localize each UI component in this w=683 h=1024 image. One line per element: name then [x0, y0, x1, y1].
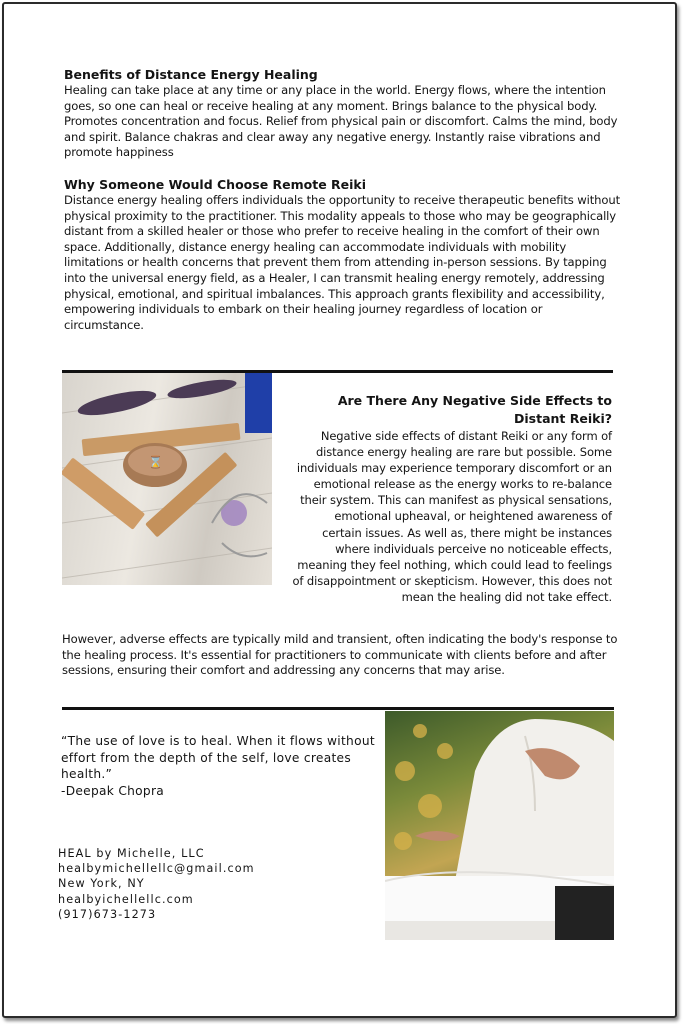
- adverse-effects-section: [62, 632, 618, 679]
- why-reiki-section: [64, 177, 620, 333]
- contact-email[interactable]: healbymichellellc@gmail.com: [58, 862, 255, 876]
- why-reiki-heading: Why Someone Would Choose Remote Reiki: [64, 177, 367, 192]
- reiki-crystals-photo: [62, 373, 272, 585]
- session-illustration: [385, 711, 614, 940]
- benefits-section: [64, 67, 620, 161]
- side-effects-section: [292, 392, 612, 605]
- reiki-session-photo: [385, 711, 614, 940]
- contact-location: New York, NY: [58, 877, 145, 891]
- divider-bottom: [62, 707, 614, 710]
- contact-website[interactable]: healbyichellellc.com: [58, 892, 194, 906]
- quote-text: “The use of love is to heal. When it flows without effort from the depth of the self, love creates health.”: [61, 734, 375, 781]
- side-effects-heading: Are There Any Negative Side Effects to Distant Reiki?: [337, 393, 612, 426]
- business-name: HEAL by Michelle, LLC: [58, 847, 205, 860]
- why-reiki-text: Distance energy healing offers individuals the opportunity to receive therapeutic benefits without physical proximity to the practitioner. This modality appeals to those who may be geographically distant from a skilled healer or those who prefer to receive healing in the comfort of their own space. Additionally, distance energy healing can accommodate individuals with mobility limitations or health concerns that prevent them from attending in-person sessions. By tapping into the universal energy field, as a Healer, I can transmit healing energy remotely, addressing physical, emotional, and spiritual imbalances. This approach grants flexibility and accessibility, empowering individuals to embark on their healing journey regardless of location or circumstance.: [64, 193, 621, 332]
- quote-block: [61, 733, 376, 799]
- adverse-effects-text: However, adverse effects are typically mild and transient, often indicating the body's response to the healing process. It's essential for practitioners to communicate with clients before and after sessions, ensuring their comfort and addressing any concerns that may arise.: [62, 632, 618, 678]
- benefits-text: Healing can take place at any time or any place in the world. Energy flows, where the intention goes, so one can heal or receive healing at any moment. Brings balance to the physical body. Promotes concentration and focus. Relief from physical pain or discomfort. Calms the mind, body and spirit. Balance chakras and clear away any negative energy. Instantly raise vibrations and promote happiness: [64, 83, 618, 160]
- crystals-illustration: [62, 373, 272, 585]
- side-effects-text: Negative side effects of distant Reiki or any form of distance energy healing are rare but possible. Some individuals may experience temporary discomfort or an emotional release as the energy works to re-balance their system. This can manifest as physical sensations, emotional upheaval, or heightened awareness of certain issues. As well as, there might be instances where individuals perceive no noticeable effects, meaning they feel nothing, which could lead to feelings of disappointment or skepticism. However, this does not mean the healing did not take effect.: [292, 429, 612, 604]
- benefits-heading: Benefits of Distance Energy Healing: [64, 67, 318, 82]
- contact-block: [58, 846, 378, 922]
- contact-phone[interactable]: (917)673-1273: [58, 907, 157, 921]
- quote-author: -Deepak Chopra: [61, 783, 165, 798]
- svg-text:⌛: ⌛: [148, 455, 163, 469]
